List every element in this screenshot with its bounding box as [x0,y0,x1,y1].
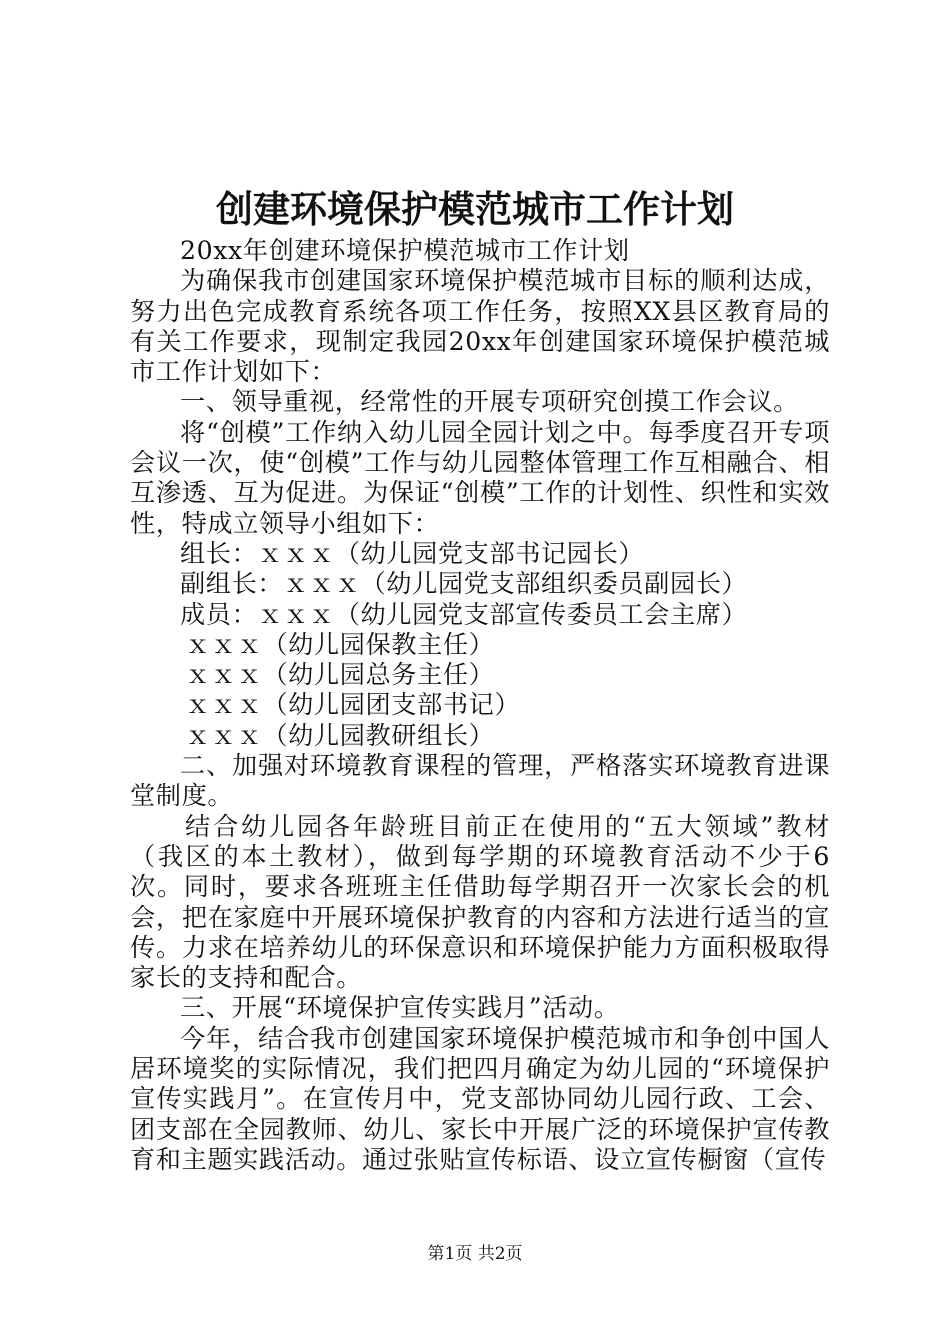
section-heading-3: 三、开展“环境保护宣传实践月”活动。 [180,993,620,1023]
section-heading-2: 二、加强对环境教育课程的管理，严格落实环境教育进课堂制度。 [130,751,830,811]
member-line: ｘｘｘ（幼儿园团支部书记） [185,690,521,720]
plan-subtitle: 20xx年创建环境保护模范城市工作计划 [180,236,630,265]
member-line: ｘｘｘ（幼儿园保教主任） [185,629,495,659]
member-line: ｘｘｘ（幼儿园教研组长） [185,720,495,750]
member-line: 成员：ｘｘｘ（幼儿园党支部宣传委员工会主席） [180,599,748,629]
section-paragraph-1: 将“创模”工作纳入幼儿园全园计划之中。每季度召开专项会议一次，使“创模”工作与幼儿园整体管理工作互相融合、相互渗透、互为促进。为保证“创模”工作的计划性、织性和实效性，特成立领导小组如下： [130,417,830,538]
page-number-footer: 第1页 共2页 [427,1244,523,1264]
section-heading-1: 一、领导重视，经常性的开展专项研究创摸工作会议。 [180,387,799,417]
deputy-leader-line: 副组长：ｘｘｘ（幼儿园党支部组织委员副园长） [180,569,748,599]
intro-paragraph: 为确保我市创建国家环境保护模范城市目标的顺利达成，努力出色完成教育系统各项工作任务，按照XX县区教育局的有关工作要求，现制定我园20xx年创建国家环境保护模范城市工作计划如下： [130,266,830,387]
document-body [130,236,830,1175]
group-leader-line: 组长：ｘｘｘ（幼儿园党支部书记园长） [180,538,645,568]
member-line: ｘｘｘ（幼儿园总务主任） [185,660,495,690]
section-paragraph-2: 结合幼儿园各年龄班目前正在使用的“五大领域”教材（我区的本土教材），做到每学期的环境教育活动不少于6次。同时，要求各班班主任借助每学期召开一次家长会的机会，把在家庭中开展环境保护教育的内容和方法进行适当的宣传。力求在培养幼儿的环保意识和环境保护能力方面积极取得家长的支持和配合。 [130,811,830,993]
document-title: 创建环境保护模范城市工作计划 [216,187,734,231]
section-paragraph-3: 今年，结合我市创建国家环境保护模范城市和争创中国人居环境奖的实际情况，我们把四月确定为幼儿园的“环境保护宣传实践月”。在宣传月中，党支部协同幼儿园行政、工会、团支部在全园教师、幼儿、家长中开展广泛的环境保护宣传教育和主题实践活动。通过张贴宣传标语、设立宣传橱窗（宣传 [130,1023,830,1174]
